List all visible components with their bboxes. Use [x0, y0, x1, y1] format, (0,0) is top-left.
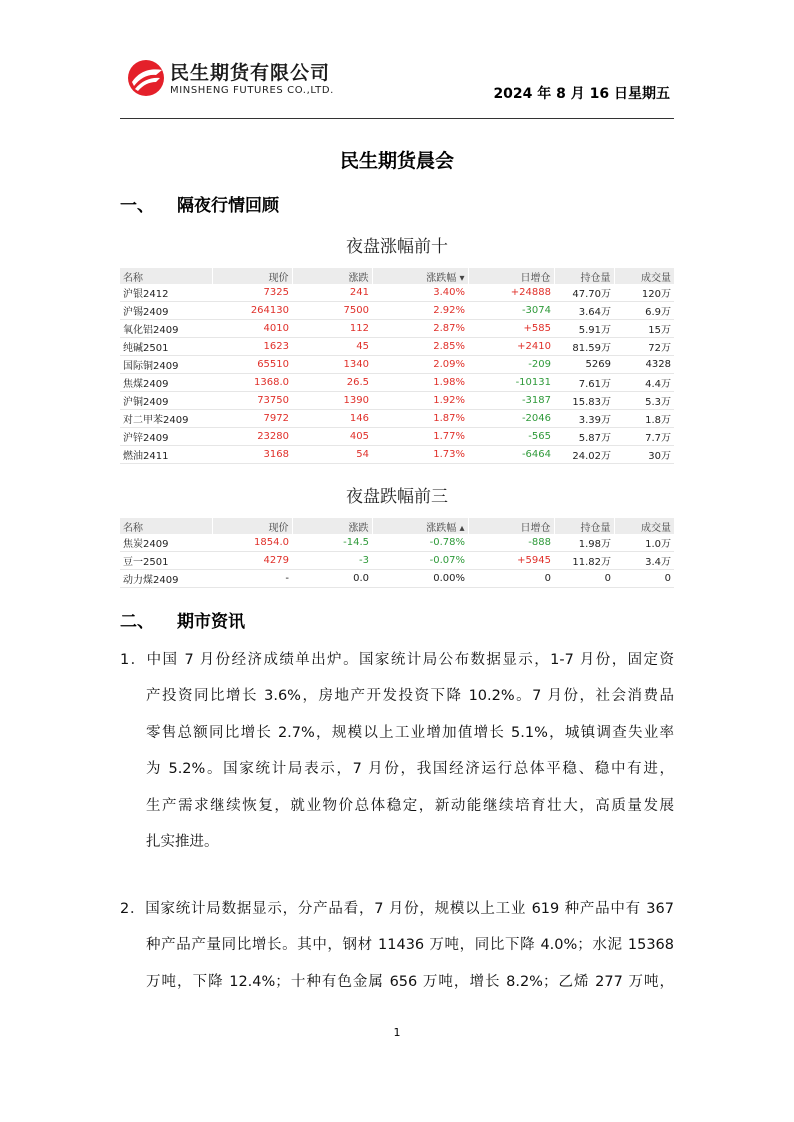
cell-change: 405 — [292, 428, 372, 446]
losers-table-title: 夜盘跌幅前三 — [346, 487, 448, 507]
cell-volume: 5.3万 — [614, 392, 674, 410]
cell-name: 对二甲苯2409 — [120, 410, 212, 428]
cell-oi: 47.70万 — [554, 284, 614, 302]
cell-name: 沪锌2409 — [120, 428, 212, 446]
table-row — [120, 410, 674, 428]
gainers-table — [120, 268, 674, 464]
cell-oi: 11.82万 — [554, 552, 614, 570]
company-name-cn: 民生期货有限公司 — [170, 62, 331, 84]
cell-oi-change: +5945 — [468, 552, 554, 570]
cell-pct: 1.73% — [372, 446, 468, 464]
section-title: 期市资讯 — [177, 612, 245, 632]
cell-price: 1368.0 — [212, 374, 292, 392]
column-header-volume[interactable]: 成交量 — [614, 268, 674, 284]
table-row — [120, 302, 674, 320]
cell-oi-change: -3187 — [468, 392, 554, 410]
cell-oi-change: +24888 — [468, 284, 554, 302]
cell-oi: 3.39万 — [554, 410, 614, 428]
cell-oi-change: -2046 — [468, 410, 554, 428]
section-number: 一、 — [120, 196, 154, 216]
cell-price: 1623 — [212, 338, 292, 356]
cell-change: 26.5 — [292, 374, 372, 392]
cell-pct: -0.07% — [372, 552, 468, 570]
news-line: 零售总额同比增长 2.7%，规模以上工业增加值增长 5.1%，城镇调查失业率 — [146, 724, 674, 741]
cell-change: 241 — [292, 284, 372, 302]
cell-change: 0.0 — [292, 570, 372, 588]
cell-oi: 15.83万 — [554, 392, 614, 410]
cell-volume: 4328 — [614, 356, 674, 374]
news-line: 2．国家统计局数据显示，分产品看，7 月份，规模以上工业 619 种产品中有 367 — [120, 901, 674, 917]
cell-name: 动力煤2409 — [120, 570, 212, 588]
cell-name: 燃油2411 — [120, 446, 212, 464]
cell-oi: 3.64万 — [554, 302, 614, 320]
cell-name: 纯碱2501 — [120, 338, 212, 356]
cell-oi-change: -888 — [468, 534, 554, 552]
news-line: 产投资同比增长 3.6%，房地产开发投资下降 10.2%。7 月份，社会消费品 — [146, 688, 674, 705]
cell-price: 1854.0 — [212, 534, 292, 552]
section-heading-2 — [120, 607, 245, 632]
gainers-table-title: 夜盘涨幅前十 — [346, 237, 448, 257]
column-header-pct[interactable]: 涨跌幅 ▴ — [372, 518, 468, 534]
column-header-oi-change[interactable]: 日增仓 — [468, 268, 554, 284]
cell-pct: 2.85% — [372, 338, 468, 356]
cell-volume: 15万 — [614, 320, 674, 338]
cell-price: 23280 — [212, 428, 292, 446]
cell-volume: 7.7万 — [614, 428, 674, 446]
cell-change: 1390 — [292, 392, 372, 410]
cell-price: 73750 — [212, 392, 292, 410]
page-number: 1 — [393, 1026, 401, 1039]
table-header-row — [120, 268, 674, 284]
column-header-change[interactable]: 涨跌 — [292, 268, 372, 284]
cell-oi: 5.87万 — [554, 428, 614, 446]
table-row — [120, 320, 674, 338]
cell-volume: 0 — [614, 570, 674, 588]
table-row — [120, 534, 674, 552]
news-line: 扎实推进。 — [146, 833, 219, 850]
cell-change: -3 — [292, 552, 372, 570]
cell-price: 65510 — [212, 356, 292, 374]
company-name-en: MINSHENG FUTURES CO.,LTD. — [170, 85, 334, 96]
cell-price: - — [212, 570, 292, 588]
cell-oi-change: 0 — [468, 570, 554, 588]
cell-oi: 81.59万 — [554, 338, 614, 356]
cell-price: 264130 — [212, 302, 292, 320]
section-title: 隔夜行情回顾 — [177, 196, 279, 216]
cell-change: 7500 — [292, 302, 372, 320]
table-row — [120, 446, 674, 464]
cell-oi-change: -565 — [468, 428, 554, 446]
cell-oi-change: -209 — [468, 356, 554, 374]
cell-pct: 1.87% — [372, 410, 468, 428]
table-row — [120, 284, 674, 302]
cell-name: 焦煤2409 — [120, 374, 212, 392]
table-row — [120, 428, 674, 446]
cell-price: 7325 — [212, 284, 292, 302]
cell-volume: 120万 — [614, 284, 674, 302]
cell-oi-change: +2410 — [468, 338, 554, 356]
cell-name: 豆一2501 — [120, 552, 212, 570]
column-header-oi-change[interactable]: 日增仓 — [468, 518, 554, 534]
cell-change: 1340 — [292, 356, 372, 374]
cell-name: 氧化铝2409 — [120, 320, 212, 338]
cell-oi-change: -10131 — [468, 374, 554, 392]
cell-pct: 2.92% — [372, 302, 468, 320]
column-header-oi[interactable]: 持仓量 — [554, 518, 614, 534]
news-item-2 — [120, 891, 674, 1000]
cell-oi-change: +585 — [468, 320, 554, 338]
cell-volume: 4.4万 — [614, 374, 674, 392]
news-item-1 — [120, 642, 674, 860]
cell-name: 国际铜2409 — [120, 356, 212, 374]
cell-volume: 1.0万 — [614, 534, 674, 552]
cell-oi-change: -3074 — [468, 302, 554, 320]
cell-volume: 1.8万 — [614, 410, 674, 428]
cell-change: -14.5 — [292, 534, 372, 552]
cell-oi: 5269 — [554, 356, 614, 374]
cell-change: 112 — [292, 320, 372, 338]
cell-pct: 1.92% — [372, 392, 468, 410]
header-divider — [120, 118, 674, 119]
cell-name: 沪银2412 — [120, 284, 212, 302]
cell-oi: 7.61万 — [554, 374, 614, 392]
cell-pct: 3.40% — [372, 284, 468, 302]
cell-oi: 24.02万 — [554, 446, 614, 464]
cell-price: 7972 — [212, 410, 292, 428]
cell-oi: 5.91万 — [554, 320, 614, 338]
section-number: 二、 — [120, 612, 154, 632]
cell-change: 45 — [292, 338, 372, 356]
table-row — [120, 356, 674, 374]
section-heading-1 — [120, 191, 279, 216]
document-title: 民生期货晨会 — [339, 150, 454, 172]
news-line: 种产品产量同比增长。其中，钢材 11436 万吨，同比下降 4.0%；水泥 15368 — [146, 937, 674, 954]
cell-pct: -0.78% — [372, 534, 468, 552]
cell-pct: 1.98% — [372, 374, 468, 392]
news-line: 万吨，下降 12.4%；十种有色金属 656 万吨，增长 8.2%；乙烯 277 万吨， — [146, 973, 674, 990]
table-row — [120, 552, 674, 570]
news-line: 为 5.2%。国家统计局表示，7 月份，我国经济运行总体平稳、稳中有进， — [146, 761, 674, 778]
column-header-change[interactable]: 涨跌 — [292, 518, 372, 534]
table-row — [120, 570, 674, 588]
cell-oi: 0 — [554, 570, 614, 588]
cell-name: 焦炭2409 — [120, 534, 212, 552]
minsheng-logo-icon — [126, 58, 166, 98]
column-header-price[interactable]: 现价 — [212, 518, 292, 534]
cell-pct: 2.87% — [372, 320, 468, 338]
cell-name: 沪铜2409 — [120, 392, 212, 410]
company-logo — [126, 56, 366, 102]
cell-oi-change: -6464 — [468, 446, 554, 464]
cell-volume: 72万 — [614, 338, 674, 356]
cell-oi: 1.98万 — [554, 534, 614, 552]
cell-pct: 0.00% — [372, 570, 468, 588]
report-date: 2024 年 8 月 16 日星期五 — [493, 86, 670, 102]
column-header-volume[interactable]: 成交量 — [614, 518, 674, 534]
table-row — [120, 338, 674, 356]
cell-pct: 1.77% — [372, 428, 468, 446]
table-row — [120, 392, 674, 410]
table-row — [120, 374, 674, 392]
cell-name: 沪锡2409 — [120, 302, 212, 320]
column-header-pct[interactable]: 涨跌幅 ▾ — [372, 268, 468, 284]
cell-volume: 6.9万 — [614, 302, 674, 320]
column-header-oi[interactable]: 持仓量 — [554, 268, 614, 284]
losers-table — [120, 518, 674, 588]
cell-volume: 3.4万 — [614, 552, 674, 570]
column-header-name[interactable]: 名称 — [120, 518, 212, 534]
column-header-price[interactable]: 现价 — [212, 268, 292, 284]
cell-price: 3168 — [212, 446, 292, 464]
cell-change: 54 — [292, 446, 372, 464]
cell-volume: 30万 — [614, 446, 674, 464]
news-line: 生产需求继续恢复，就业物价总体稳定，新动能继续培育壮大，高质量发展 — [146, 797, 674, 814]
cell-pct: 2.09% — [372, 356, 468, 374]
cell-price: 4010 — [212, 320, 292, 338]
column-header-name[interactable]: 名称 — [120, 268, 212, 284]
news-line: 1．中国 7 月份经济成绩单出炉。国家统计局公布数据显示，1-7 月份，固定资 — [120, 652, 674, 668]
table-header-row — [120, 518, 674, 534]
cell-change: 146 — [292, 410, 372, 428]
cell-price: 4279 — [212, 552, 292, 570]
